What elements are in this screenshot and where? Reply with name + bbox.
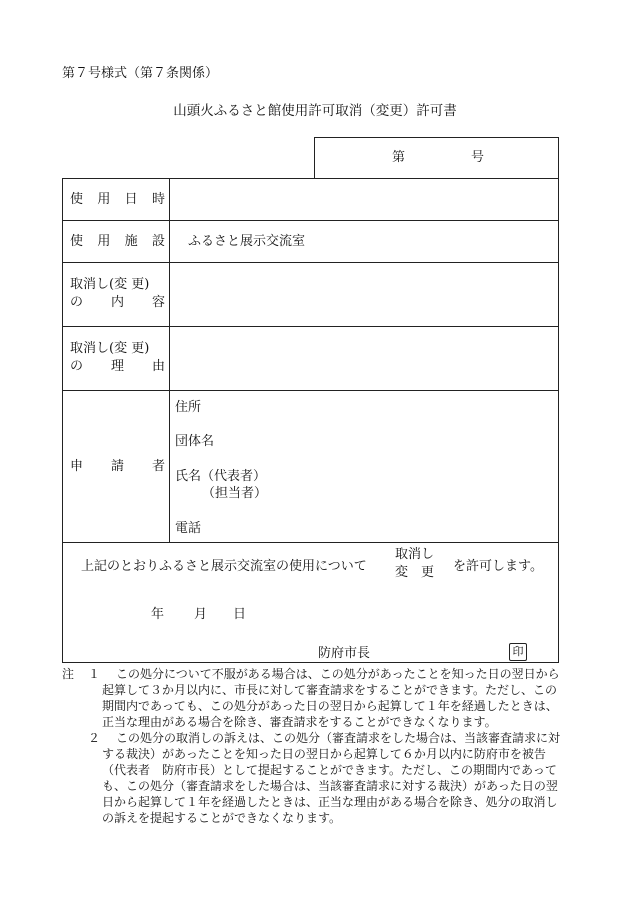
applicant-contact-person-field[interactable]: （担当者） [202, 486, 268, 501]
permit-statement: 上記のとおりふるさと展示交流室の使用について [81, 559, 367, 574]
change-reason-label: 取消し(変 更) の 理 由 [70, 341, 165, 374]
date-day: 日 [233, 607, 247, 622]
date-month: 月 [194, 607, 208, 622]
form-number: 第７号様式（第７条関係） [62, 66, 219, 81]
table-bottom-border [62, 662, 559, 663]
option-cancel: 取消し [395, 547, 435, 562]
notes-mark: 注 [62, 667, 75, 681]
row-divider [62, 326, 559, 327]
mayor-title: 防府市長 [318, 646, 371, 661]
row-divider [62, 542, 559, 543]
seal-icon: 印 [509, 643, 527, 661]
row-divider [62, 262, 559, 263]
usage-facility-label: 使 用 施 設 [70, 234, 165, 249]
permit-statement-end: を許可します。 [453, 559, 543, 574]
table-top-border [62, 178, 559, 179]
option-change: 変 更 [395, 565, 435, 580]
permit-form-table [62, 137, 559, 663]
note-number: １ [88, 667, 101, 681]
applicant-label: 申 請 者 [70, 459, 165, 474]
applicant-address-field[interactable]: 住所 [175, 400, 202, 415]
table-left-border [62, 178, 63, 663]
number-go: 号 [471, 150, 485, 165]
date-year: 年 [151, 607, 165, 622]
row-divider [62, 220, 559, 221]
label-column-divider [169, 178, 170, 543]
note-item [62, 666, 562, 730]
document-title: 山頭火ふるさと館使用許可取消（変更）許可書 [173, 103, 457, 119]
usage-date-label: 使 用 日 時 [70, 192, 165, 207]
note-number: ２ [88, 731, 101, 745]
permit-number-box [314, 137, 559, 178]
notes-section [62, 666, 562, 826]
usage-facility-value: ふるさと展示交流室 [188, 234, 306, 249]
applicant-representative-field[interactable]: 氏名（代表者） [175, 469, 267, 484]
table-right-border [558, 137, 559, 663]
applicant-group-field[interactable]: 団体名 [175, 434, 215, 449]
applicant-phone-field[interactable]: 電話 [175, 521, 202, 536]
note-text: この処分の取消しの訴えは、この処分（審査請求をした場合は、当該審査請求に対する裁決）があったことを知った日の翌日から起算して６か月以内に防府市を被告（代表者 防府市長）として提起することができます。ただし、この期間内であっても、この処分（審査請求をした場合は、当該審査請求に対する裁決）があった日の翌日から起算して１年を経過したときは、正当な理由がある場合を除き、処分の取消しの訴えを提起することができなくなります。 [102, 731, 561, 825]
number-dai: 第 [392, 150, 406, 165]
note-item [62, 730, 562, 826]
change-content-label: 取消し(変 更) の 内 容 [70, 277, 165, 310]
note-text: この処分について不服がある場合は、この処分があったことを知った日の翌日から起算して３か月以内に、市長に対して審査請求をすることができます。ただし、この期間内であっても、この処分があった日の翌日から起算して１年を経過したときは、正当な理由がある場合を除き、審査請求をすることができなくなります。 [102, 667, 560, 729]
row-divider [62, 390, 559, 391]
